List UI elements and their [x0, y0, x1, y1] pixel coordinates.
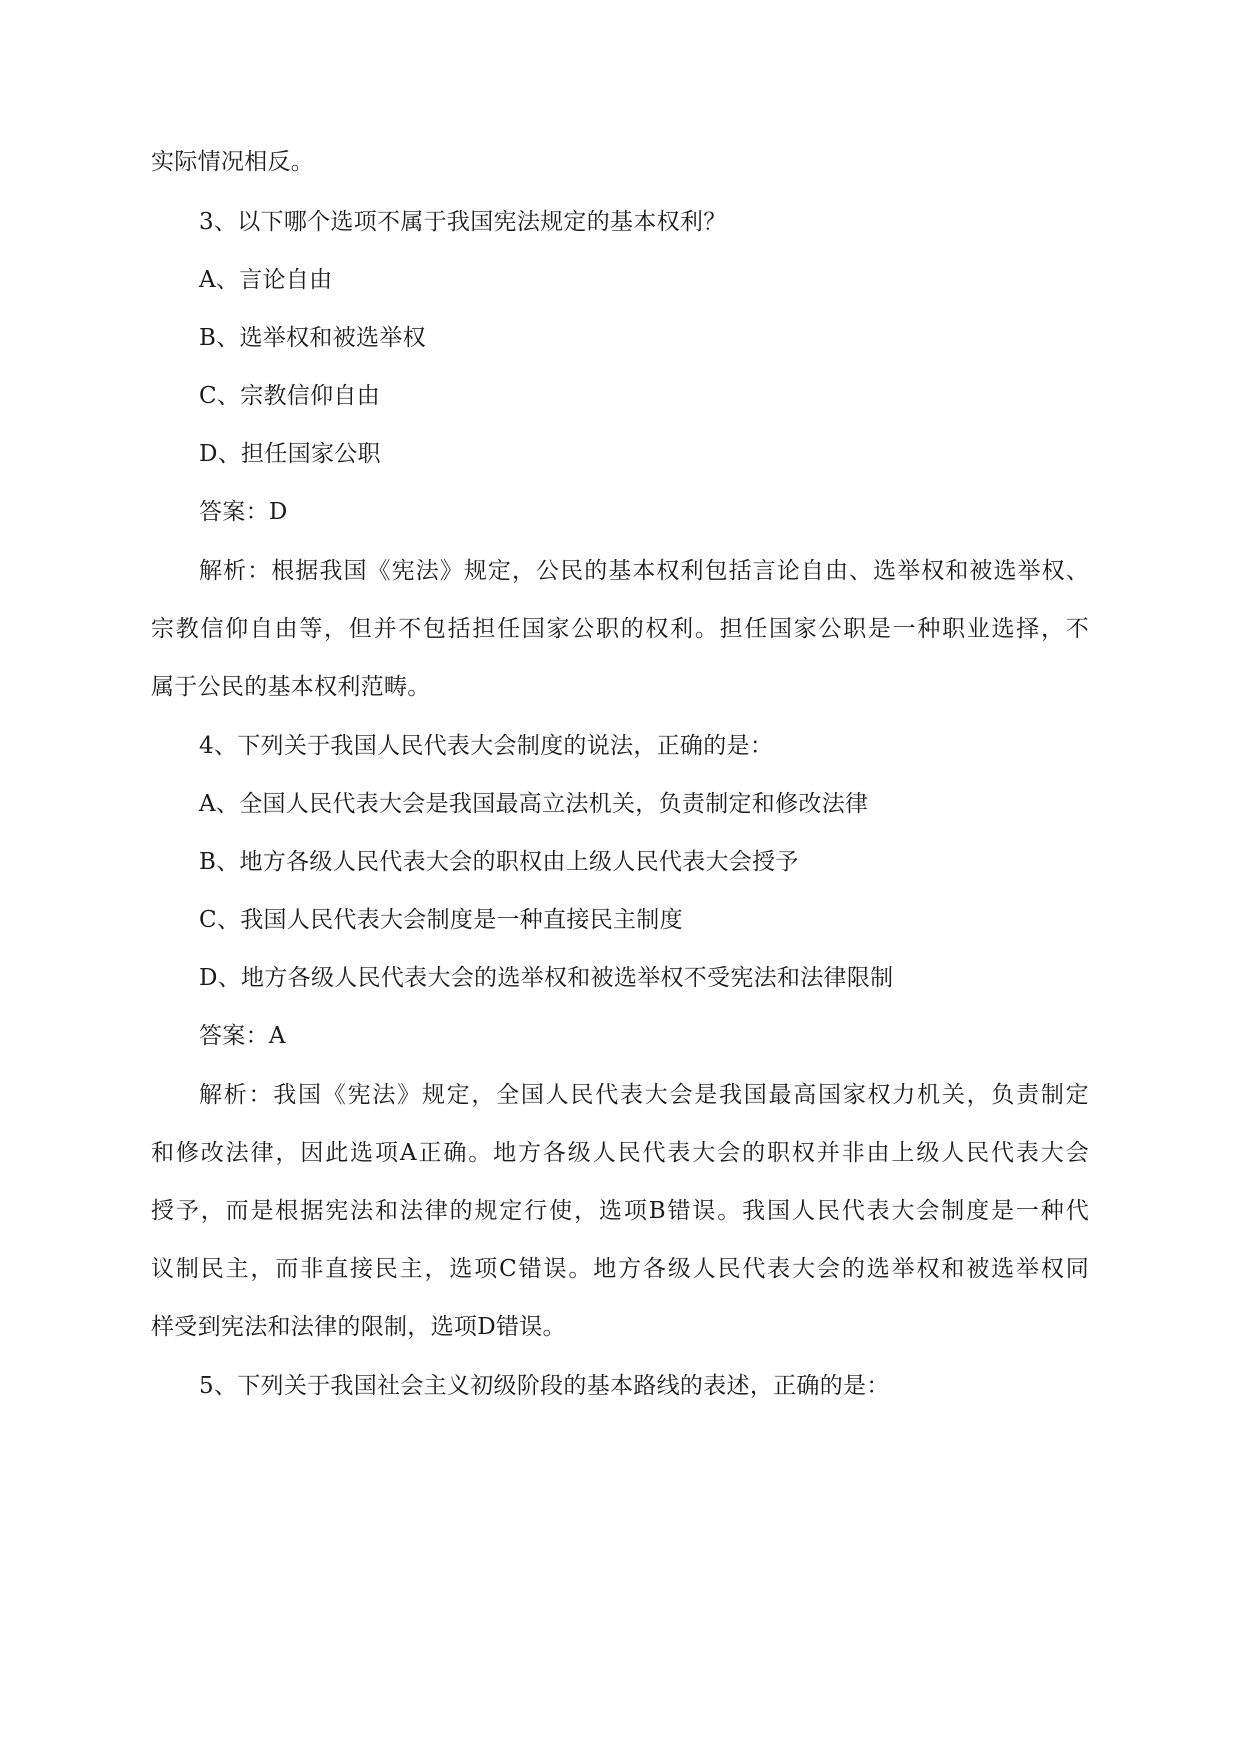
- question-4-explanation-line-2: 和修改法律，因此选项A正确。地方各级人民代表大会的职权并非由上级人民代表大会: [151, 1140, 1089, 1166]
- question-4-explanation-line-1: 解析：我国《宪法》规定，全国人民代表大会是我国最高国家权力机关，负责制定: [199, 1082, 1089, 1108]
- question-3-explanation-line-2: 宗教信仰自由等，但并不包括担任国家公职的权利。担任国家公职是一种职业选择，不: [151, 616, 1089, 642]
- question-4-option-d: D、地方各级人民代表大会的选举权和被选举权不受宪法和法律限制: [199, 965, 894, 991]
- question-4-option-a: A、全国人民代表大会是我国最高立法机关，负责制定和修改法律: [199, 791, 869, 817]
- question-3-option-a: A、言论自由: [199, 267, 333, 293]
- question-4-option-b: B、地方各级人民代表大会的职权由上级人民代表大会授予: [199, 849, 799, 875]
- paragraph-continuation: 实际情况相反。: [151, 149, 315, 175]
- question-4-explanation-line-5: 样受到宪法和法律的限制，选项D错误。: [151, 1314, 566, 1340]
- question-4-explanation-line-3: 授予，而是根据宪法和法律的规定行使，选项B错误。我国人民代表大会制度是一种代: [151, 1198, 1089, 1224]
- question-5-title: 5、下列关于我国社会主义初级阶段的基本路线的表述，正确的是：: [199, 1373, 890, 1399]
- question-3-option-b: B、选举权和被选举权: [199, 325, 426, 351]
- question-3-option-d: D、担任国家公职: [199, 441, 381, 467]
- question-3-explanation-line-3: 属于公民的基本权利范畴。: [151, 674, 431, 700]
- question-4-title: 4、下列关于我国人民代表大会制度的说法，正确的是：: [199, 733, 774, 759]
- question-3-option-c: C、宗教信仰自由: [199, 383, 380, 409]
- question-4-option-c: C、我国人民代表大会制度是一种直接民主制度: [199, 907, 683, 933]
- question-3-answer: 答案：D: [199, 499, 288, 525]
- question-3-explanation-line-1: 解析：根据我国《宪法》规定，公民的基本权利包括言论自由、选举权和被选举权、: [199, 558, 1089, 584]
- question-3-title: 3、以下哪个选项不属于我国宪法规定的基本权利？: [199, 209, 727, 235]
- question-4-explanation-line-4: 议制民主，而非直接民主，选项C错误。地方各级人民代表大会的选举权和被选举权同: [151, 1256, 1089, 1282]
- question-4-answer: 答案：A: [199, 1023, 286, 1049]
